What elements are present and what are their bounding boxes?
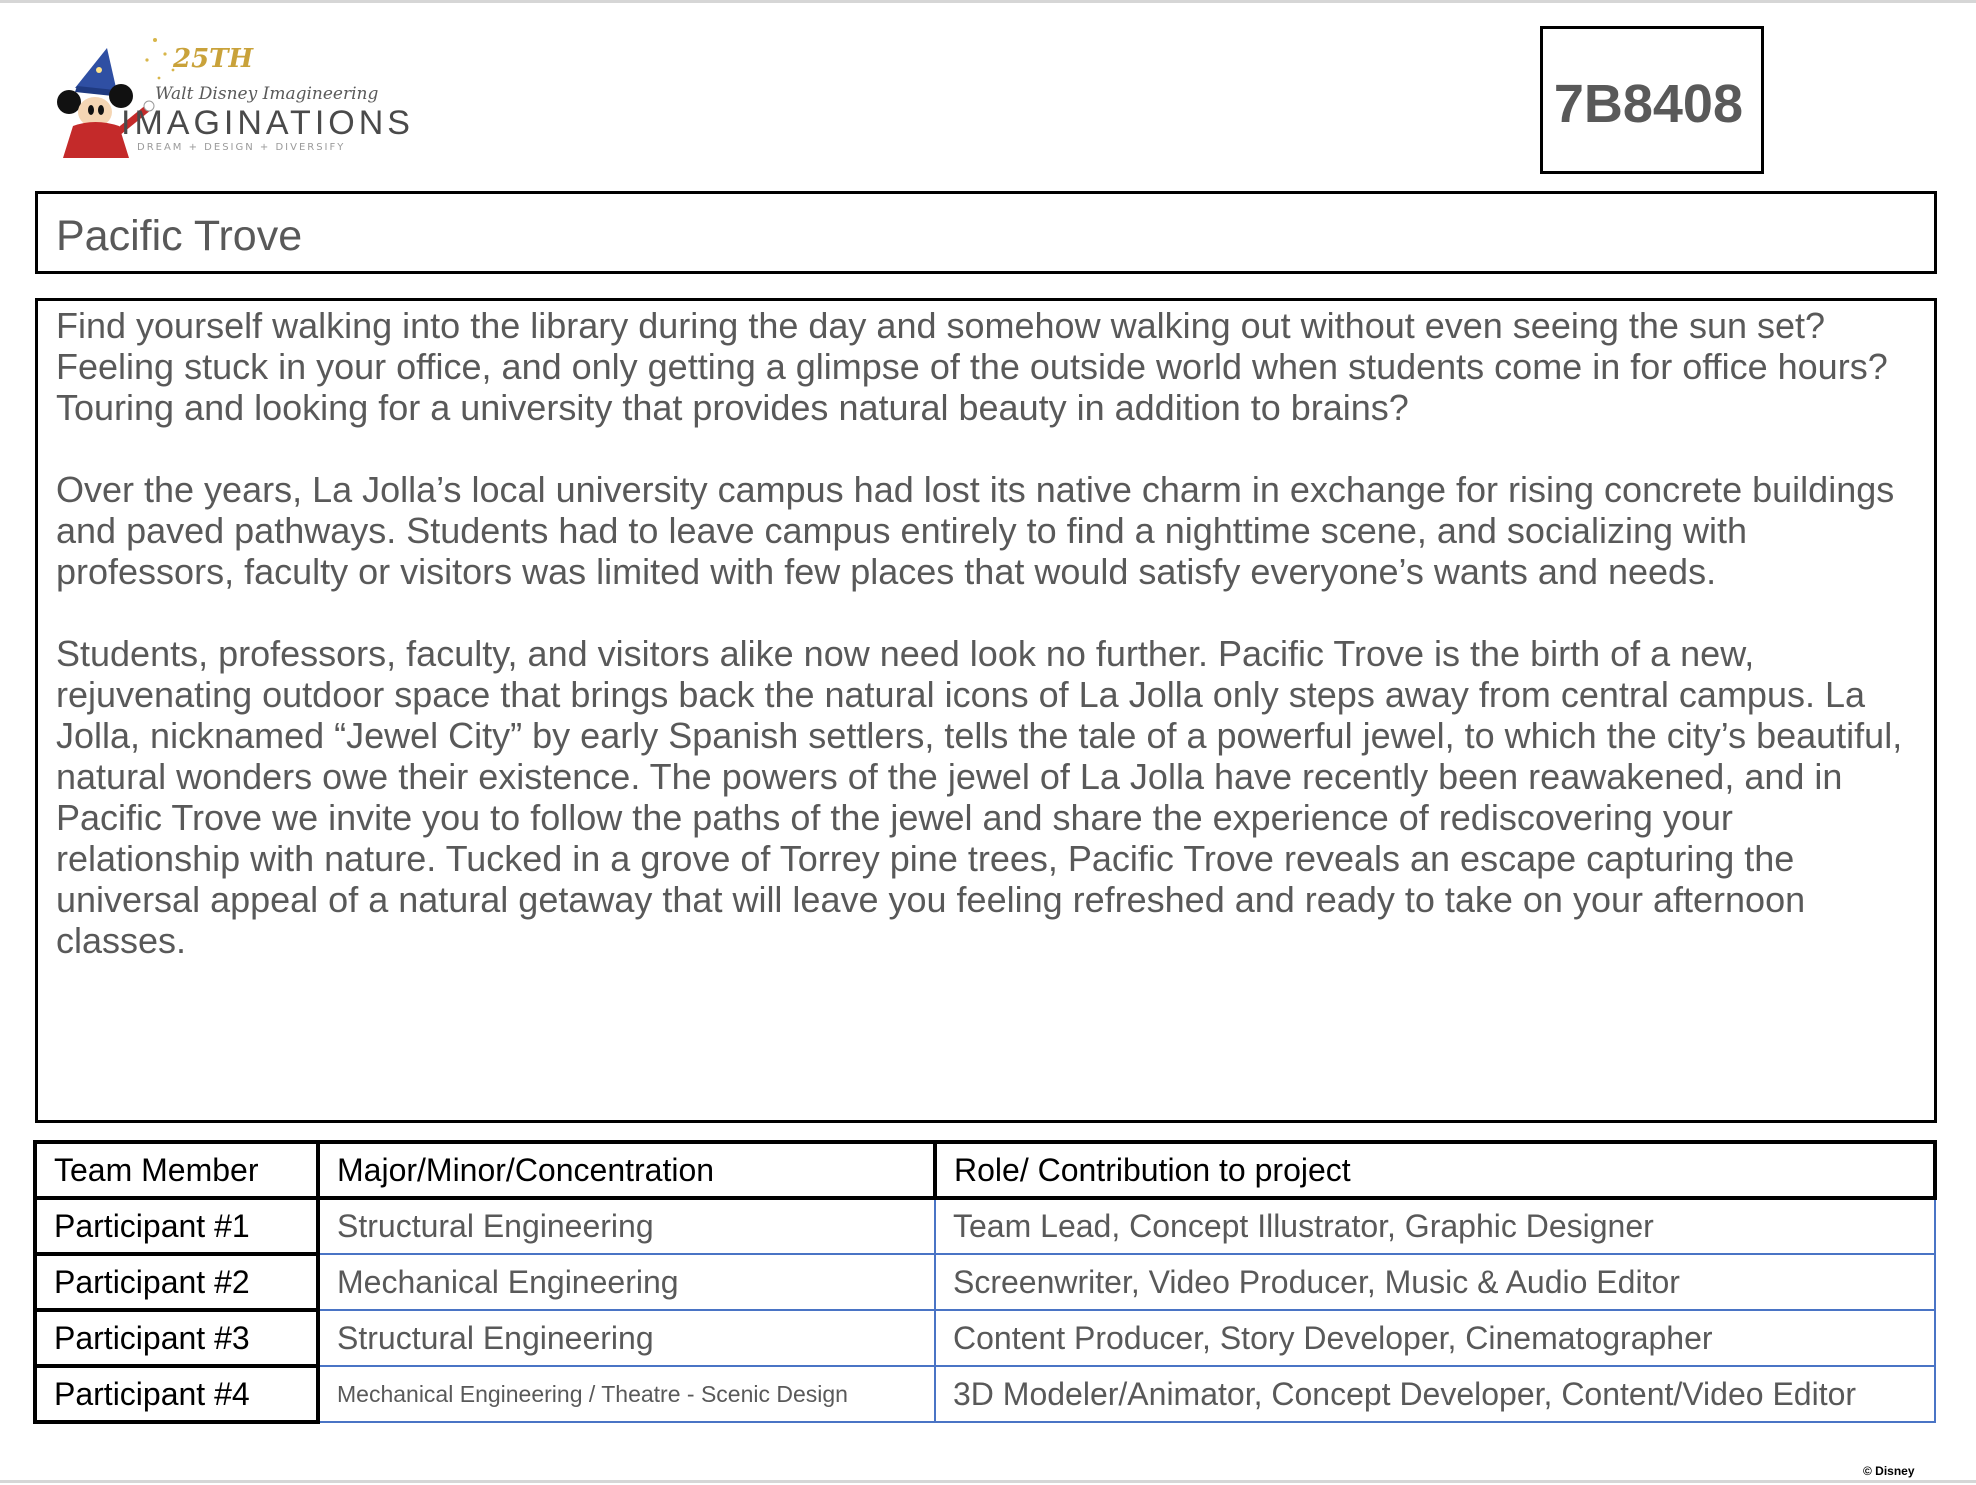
table-row bbox=[35, 1254, 1935, 1310]
role-cell: Content Producer, Story Developer, Cinematographer bbox=[935, 1310, 1935, 1366]
major-cell: Structural Engineering bbox=[318, 1198, 935, 1254]
major-cell: Structural Engineering bbox=[318, 1310, 935, 1366]
team-member-cell: Participant #1 bbox=[35, 1198, 318, 1254]
team-member-cell: Participant #2 bbox=[35, 1254, 318, 1310]
project-description bbox=[56, 305, 1916, 1002]
project-title-box bbox=[35, 191, 1937, 274]
copyright-notice: © Disney bbox=[1863, 1464, 1915, 1478]
top-rule bbox=[0, 0, 1976, 3]
table-row bbox=[35, 1198, 1935, 1254]
project-description-box bbox=[35, 298, 1937, 1123]
description-paragraph-2: Over the years, La Jolla’s local university campus had lost its native charm in exchange for rising concrete buildings and paved pathways. Students had to leave campus entirely to find a nighttime scene, and socializing with professors, faculty or visitors was limited with few places that would satisfy everyone’s wants and needs. bbox=[56, 469, 1895, 592]
project-title: Pacific Trove bbox=[56, 212, 303, 260]
entry-id: 7B8408 bbox=[1553, 74, 1743, 134]
team-table bbox=[33, 1140, 1937, 1424]
header-role: Role/ Contribution to project bbox=[935, 1142, 1935, 1198]
header-team-member: Team Member bbox=[35, 1142, 318, 1198]
logo-anniversary-text: 25TH bbox=[173, 44, 254, 74]
bottom-rule bbox=[0, 1480, 1976, 1483]
logo-company-text: Walt Disney Imagineering bbox=[155, 84, 379, 104]
entry-id-box bbox=[1540, 26, 1764, 174]
role-cell: Screenwriter, Video Producer, Music & Audio Editor bbox=[935, 1254, 1935, 1310]
description-paragraph-3: Students, professors, faculty, and visitors alike now need look no further. Pacific Trove is the birth of a new, rejuvenating outdoor space that brings back the natural icons of La Jolla only steps away from central campus. La Jolla, nicknamed “Jewel City” by early Spanish settlers, tells the tale of a powerful jewel, to which the city’s beautiful, natural wonders owe their existence. The powers of the jewel of La Jolla have recently been reawakened, and in Pacific Trove we invite you to follow the paths of the jewel and share the experience of rediscovering your relationship with nature. Tucked in a grove of Torrey pine trees, Pacific Trove reveals an escape capturing the universal appeal of a natural getaway that will leave you feeling refreshed and ready to take on your afternoon classes. bbox=[56, 633, 1903, 961]
logo-tagline-text: DREAM + DESIGN + DIVERSIFY bbox=[137, 142, 346, 153]
role-cell: Team Lead, Concept Illustrator, Graphic Designer bbox=[935, 1198, 1935, 1254]
table-row bbox=[35, 1310, 1935, 1366]
header-major: Major/Minor/Concentration bbox=[318, 1142, 935, 1198]
table-row bbox=[35, 1366, 1935, 1422]
major-cell: Mechanical Engineering / Theatre - Scenic Design bbox=[318, 1366, 935, 1422]
role-cell: 3D Modeler/Animator, Concept Developer, Content/Video Editor bbox=[935, 1366, 1935, 1422]
team-member-cell: Participant #3 bbox=[35, 1310, 318, 1366]
logo-program-text: IMAGINATIONS bbox=[121, 104, 414, 142]
imaginations-logo bbox=[55, 30, 414, 165]
team-table-header bbox=[35, 1142, 1935, 1198]
major-cell: Mechanical Engineering bbox=[318, 1254, 935, 1310]
team-member-cell: Participant #4 bbox=[35, 1366, 318, 1422]
description-paragraph-1: Find yourself walking into the library during the day and somehow walking out without even seeing the sun set? Feeling stuck in your office, and only getting a glimpse of the outside world when students come in for office hours? Touring and looking for a university that provides natural beauty in addition to brains? bbox=[56, 305, 1888, 428]
